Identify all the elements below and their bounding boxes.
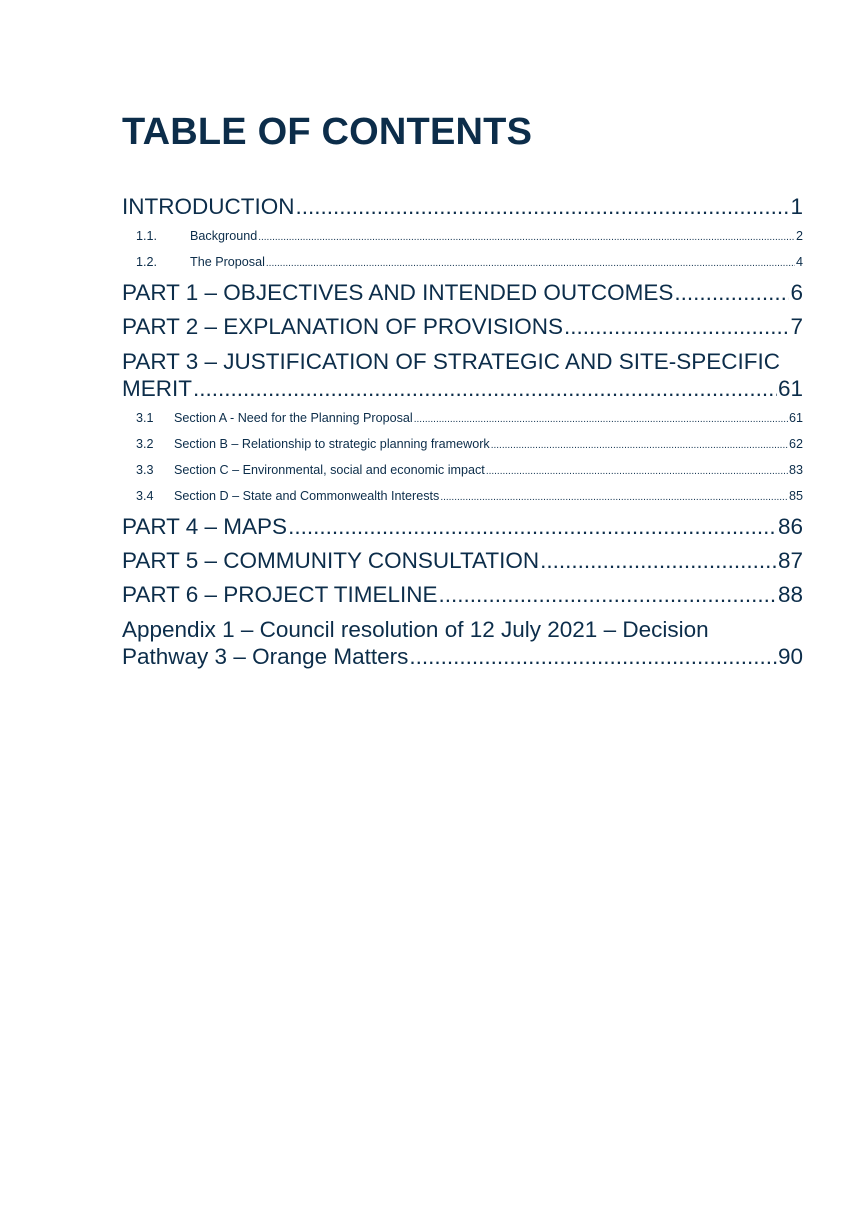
toc-entry-section-c[interactable]: [122, 458, 803, 484]
dot-leader: [674, 276, 789, 310]
toc-entry-label-line-2: MERIT: [122, 376, 192, 401]
toc-entry-part-5[interactable]: [122, 544, 803, 578]
toc-entry-background[interactable]: [122, 224, 803, 250]
dot-leader: [486, 460, 788, 484]
toc-entry-label: Background: [190, 229, 258, 243]
toc-entry-number: 3.4: [136, 489, 154, 503]
toc-entry-part-4[interactable]: [122, 510, 803, 544]
toc-page-number: 1: [790, 194, 803, 219]
dot-leader: [193, 375, 777, 402]
toc-page-number: 86: [777, 514, 803, 539]
toc-page-number: 2: [795, 229, 803, 243]
dot-leader: [439, 578, 777, 612]
toc-entry-number: 3.1: [136, 411, 154, 425]
toc-entry-introduction[interactable]: [122, 190, 803, 224]
document-page: [122, 108, 803, 674]
dot-leader: [296, 190, 790, 224]
dot-leader: [440, 486, 788, 510]
toc-entry-section-a[interactable]: [122, 406, 803, 432]
toc-entry-line-2: [122, 375, 803, 402]
toc-page-number: 4: [795, 255, 803, 269]
toc-page-number: 61: [777, 376, 803, 401]
dot-leader: [288, 510, 777, 544]
dot-leader: [409, 643, 777, 670]
toc-page-number: 88: [777, 582, 803, 607]
dot-leader: [258, 226, 795, 250]
toc-entry-label: PART 5 – COMMUNITY CONSULTATION: [122, 548, 540, 573]
toc-entry-label-line-1: Appendix 1 – Council resolution of 12 July 2021 – Decision: [122, 617, 709, 642]
toc-entry-number: 1.1.: [136, 229, 158, 243]
toc-page-number: 85: [788, 489, 803, 503]
table-of-contents: [122, 190, 803, 670]
toc-entry-appendix-1[interactable]: [122, 616, 803, 670]
toc-entry-part-2[interactable]: [122, 310, 803, 344]
toc-entry-number: 1.2.: [136, 255, 158, 269]
toc-page-number: 7: [790, 314, 803, 339]
toc-page-number: 61: [788, 411, 803, 425]
dot-leader: [414, 408, 788, 432]
page-title: TABLE OF CONTENTS: [122, 111, 533, 153]
toc-entry-part-3[interactable]: [122, 348, 803, 402]
toc-entry-label: Section B – Relationship to strategic planning framework: [174, 437, 490, 451]
dot-leader: [266, 252, 795, 276]
toc-entry-label-line-1: PART 3 – JUSTIFICATION OF STRATEGIC AND SITE-SPECIFIC: [122, 349, 781, 374]
toc-entry-label: PART 1 – OBJECTIVES AND INTENDED OUTCOMES: [122, 280, 674, 305]
toc-page-number: 87: [777, 548, 803, 573]
toc-page-number: 62: [788, 437, 803, 451]
toc-entry-number: 3.3: [136, 463, 154, 477]
toc-entry-part-1[interactable]: [122, 276, 803, 310]
dot-leader: [491, 434, 788, 458]
toc-entry-section-b[interactable]: [122, 432, 803, 458]
toc-entry-number: 3.2: [136, 437, 154, 451]
toc-entry-label: Section C – Environmental, social and economic impact: [174, 463, 485, 477]
toc-page-number: 6: [790, 280, 803, 305]
toc-entry-label: Section A - Need for the Planning Proposal: [174, 411, 413, 425]
dot-leader: [540, 544, 777, 578]
toc-entry-section-d[interactable]: [122, 484, 803, 510]
toc-entry-label: INTRODUCTION: [122, 194, 295, 219]
toc-entry-label: PART 2 – EXPLANATION OF PROVISIONS: [122, 314, 563, 339]
toc-entry-line-2: [122, 643, 803, 670]
toc-entry-label: The Proposal: [190, 255, 265, 269]
toc-entry-part-6[interactable]: [122, 578, 803, 612]
toc-entry-label-line-2: Pathway 3 – Orange Matters: [122, 644, 409, 669]
toc-entry-label: PART 6 – PROJECT TIMELINE: [122, 582, 438, 607]
toc-page-number: 90: [777, 644, 803, 669]
toc-page-number: 83: [788, 463, 803, 477]
toc-entry-the-proposal[interactable]: [122, 250, 803, 276]
dot-leader: [564, 310, 790, 344]
toc-entry-label: Section D – State and Commonwealth Interests: [174, 489, 440, 503]
toc-entry-label: PART 4 – MAPS: [122, 514, 288, 539]
